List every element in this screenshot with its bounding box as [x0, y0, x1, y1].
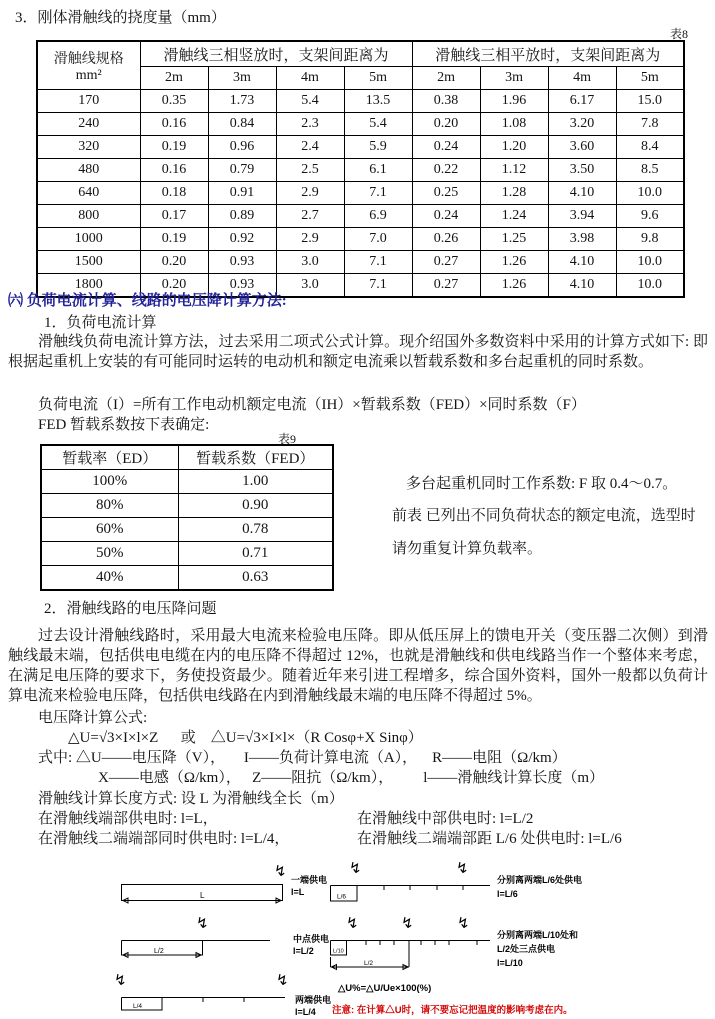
table9-cell: 0.71 [178, 542, 333, 566]
section2-paragraph: 过去设计滑触线路时，采用最大电流来检验电压降。即从低压屏上的馈电开关（变压器二次侧）到滑触线最末端，包括供电电缆在内的电压降不得超过 12%，也就是滑触线和供电线路当作一个整体来考虑，在满足电压降的要求下，务使投资最少。随着近年来引进工程增多，综合国外资料，国外一般都以负荷计算电流来检验电压降，包括供电线路在内到滑触线最末端的电压降不得超过 5%。 [8, 628, 708, 704]
table8-cell: 0.38 [412, 90, 480, 113]
length-intro: 滑触线计算长度方式: 设 L 为滑触线全长（m） [38, 791, 344, 807]
table8-cell: 7.1 [344, 182, 412, 205]
table-row [37, 205, 684, 228]
load-current-formula: 负荷电流（I）=所有工作电动机额定电流（IH）×暂载系数（FED）×同时系数（F） [38, 397, 586, 413]
diagram3-label-line2: l=L/4 [295, 1007, 316, 1017]
diagram5-label-line3: l=L/10 [497, 958, 523, 968]
table8-span-header: 5m [344, 67, 412, 90]
table8-cell: 0.26 [412, 228, 480, 251]
table-row [37, 251, 684, 274]
table9-cell: 100% [41, 470, 178, 494]
dim-label: L/6 [337, 893, 347, 901]
feed-arrow-icon: ↯ [456, 859, 469, 877]
table8-cell: 1.26 [480, 251, 548, 274]
diagram3-label-line1: 两端供电 [295, 995, 332, 1005]
table8-cell: 1.73 [208, 90, 276, 113]
table8-label: 表8 [670, 27, 689, 41]
table8-cell: 9.6 [616, 205, 684, 228]
table8-span-header: 4m [548, 67, 616, 90]
table-row [37, 136, 684, 159]
table8-col0-line2: mm² [75, 67, 102, 83]
table8-cell: 4.10 [548, 274, 616, 298]
table8-cell: 0.91 [208, 182, 276, 205]
table8-cell: 1.26 [480, 274, 548, 298]
table8-cell: 0.16 [140, 159, 208, 182]
table8-cell: 2.3 [276, 113, 344, 136]
table8-cell: 0.89 [208, 205, 276, 228]
feed-arrow-icon: ↯ [276, 971, 289, 989]
section6-paragraph: 滑触线负荷电流计算方法，过去采用二项式公式计算。现介绍国外多数资料中采用的计算方式如下: 即根据起重机上安装的有可能同时运转的电动机和额定电流乘以暂载系数和多台起重机的同时系数。 [8, 334, 708, 370]
table9-cell: 0.90 [178, 494, 333, 518]
table8-cell: 7.8 [616, 113, 684, 136]
case1-left: 在滑触线端部供电时: l=L， [38, 811, 218, 827]
table8-cell: 0.20 [140, 274, 208, 298]
table8-cell: 0.19 [140, 228, 208, 251]
table8-cell: 0.27 [412, 274, 480, 298]
side-note-line1: 多台起重机同时工作系数: F 取 0.4～0.7。 [406, 476, 678, 492]
table9-label: 表9 [278, 432, 297, 446]
table8-cell: 0.19 [140, 136, 208, 159]
page-title: 3．刚体滑触线的挠度量（mm） [15, 10, 226, 26]
table8-cell: 3.0 [276, 251, 344, 274]
table8-cell: 0.35 [140, 90, 208, 113]
table8-cell: 0.16 [140, 113, 208, 136]
table9-header: 暂载率（ED） [41, 445, 178, 470]
table8-cell: 3.98 [548, 228, 616, 251]
table8-cell: 240 [37, 113, 140, 136]
table8-cell: 7.0 [344, 228, 412, 251]
table8-cell: 4.10 [548, 251, 616, 274]
formula-where-line1: 式中: △U——电压降（V）， I——负荷计算电流（A）， R——电阻（Ω/km） [38, 750, 567, 766]
table9-header: 暂载系数（FED） [178, 445, 333, 470]
table8-cell: 6.1 [344, 159, 412, 182]
formula-where-line2: X——电感（Ω/km）， Z——阻抗（Ω/km）， l——滑触线计算长度（m） [98, 770, 605, 786]
table8-cell: 5.4 [344, 113, 412, 136]
table8-cell: 1800 [37, 274, 140, 298]
diagram4-label-line1: 分别离两端L/6处供电 [497, 875, 583, 885]
feed-arrow-icon: ↯ [196, 914, 209, 932]
table8-header-row1 [37, 41, 684, 67]
diagram1-label [291, 874, 327, 898]
table8-cell: 0.93 [208, 251, 276, 274]
table8-span-header: 5m [616, 67, 684, 90]
table8-cell: 3.20 [548, 113, 616, 136]
table8-cell: 1.12 [480, 159, 548, 182]
table8-cell: 4.10 [548, 182, 616, 205]
case1-right: 在滑触线中部供电时: l=L/2 [357, 811, 534, 827]
table8-cell: 0.24 [412, 205, 480, 228]
table-row [37, 228, 684, 251]
table8-cell: 5.4 [276, 90, 344, 113]
diagram-L6-feed [327, 881, 495, 905]
table8-cell: 170 [37, 90, 140, 113]
table-row [41, 518, 333, 542]
table-row [41, 494, 333, 518]
table8-cell: 8.5 [616, 159, 684, 182]
case2-left: 在滑触线二端端部同时供电时: l=L/4， [38, 831, 290, 847]
table8-cell: 3.60 [548, 136, 616, 159]
diagram3-label [295, 994, 331, 1018]
table8-cell: 0.93 [208, 274, 276, 298]
diagram5-label-line2: L/2处三点供电 [497, 944, 556, 954]
table8-cell: 10.0 [616, 251, 684, 274]
table8-span-header: 3m [208, 67, 276, 90]
table8-cell: 480 [37, 159, 140, 182]
diagram-center-feed [118, 936, 278, 958]
duty-factor-table [40, 444, 334, 591]
voltage-formula: △U=√3×I×l×Z 或 △U=√3×I×l×（R Cosφ+X Sinφ） [68, 730, 423, 746]
table9-cell: 50% [41, 542, 178, 566]
dim-label: L/4 [133, 1003, 143, 1010]
section2-heading: 2．滑触线路的电压降问题 [44, 601, 217, 617]
dim-label: L [200, 891, 205, 900]
table8-cell: 0.17 [140, 205, 208, 228]
table8-cell: 0.84 [208, 113, 276, 136]
table8-span-header: 3m [480, 67, 548, 90]
diagram-three-point-feed [327, 936, 495, 974]
table8-cell: 0.96 [208, 136, 276, 159]
diagram2-label [293, 933, 329, 957]
table8-cell: 7.1 [344, 274, 412, 298]
table-row [37, 182, 684, 205]
table8-cell: 1500 [37, 251, 140, 274]
table8-col0-header [37, 41, 140, 90]
table8-cell: 1.08 [480, 113, 548, 136]
table9-cell: 40% [41, 566, 178, 591]
table8-cell: 1.25 [480, 228, 548, 251]
table8-cell: 3.0 [276, 274, 344, 298]
table8-cell: 3.50 [548, 159, 616, 182]
table8-cell: 0.24 [412, 136, 480, 159]
table8-cell: 0.18 [140, 182, 208, 205]
table8-cell: 5.9 [344, 136, 412, 159]
diagram1-label-line1: 一端供电 [291, 875, 328, 885]
voltage-formula-intro: 电压降计算公式: [38, 710, 148, 726]
section6-sub1: 1．负荷电流计算 [44, 315, 157, 331]
table8-cell: 1.24 [480, 205, 548, 228]
table8-cell: 320 [37, 136, 140, 159]
feed-arrow-icon: ↯ [457, 914, 470, 932]
fed-note: FED 暂载系数按下表确定: [38, 417, 210, 433]
table8-group1-header: 滑触线三相竖放时，支架间距离为 [140, 41, 412, 67]
diagram2-label-line1: 中点供电 [293, 934, 330, 944]
table8-cell: 6.17 [548, 90, 616, 113]
table8-cell: 1.28 [480, 182, 548, 205]
table-row [37, 90, 684, 113]
table8-col0-line1: 滑触线规格 [53, 51, 124, 67]
case2-right: 在滑触线二端端部距 L/6 处供电时: l=L/6 [357, 831, 622, 847]
table8-cell: 640 [37, 182, 140, 205]
feed-arrow-icon: ↯ [401, 914, 414, 932]
diagram5-label [497, 928, 578, 970]
table8-cell: 15.0 [616, 90, 684, 113]
diagram2-label-line2: l=L/2 [293, 946, 314, 956]
table9-cell: 80% [41, 494, 178, 518]
table9-cell: 0.63 [178, 566, 333, 591]
table8-cell: 2.5 [276, 159, 344, 182]
table-row [37, 159, 684, 182]
diagram5-label-line1: 分别离两端L/10处和 [497, 930, 579, 940]
table8-cell: 10.0 [616, 182, 684, 205]
table8-cell: 6.9 [344, 205, 412, 228]
table9-cell: 0.78 [178, 518, 333, 542]
table8-cell: 1.96 [480, 90, 548, 113]
feed-arrow-icon: ↯ [346, 914, 359, 932]
diagram4-label [497, 873, 582, 901]
feed-arrow-icon: ↯ [349, 859, 362, 877]
table-row [41, 470, 333, 494]
table8-cell: 1000 [37, 228, 140, 251]
diagram-both-ends-feed [118, 993, 290, 1013]
table8-cell: 0.92 [208, 228, 276, 251]
table8-group2-header: 滑触线三相平放时，支架间距离为 [412, 41, 684, 67]
table8-cell: 8.4 [616, 136, 684, 159]
voltage-drop-percent-formula: △U%=△U/Ue×100(%) [338, 983, 432, 994]
section6-heading: ㈥ 负荷电流计算、线路的电压降计算方法: [8, 293, 287, 309]
dim-label: L/2 [364, 960, 374, 967]
diagram-end-feed [118, 880, 288, 904]
table8-cell: 9.8 [616, 228, 684, 251]
table8-span-header: 4m [276, 67, 344, 90]
table8-span-header: 2m [140, 67, 208, 90]
table8-cell: 7.1 [344, 251, 412, 274]
table8-cell: 2.7 [276, 205, 344, 228]
table8-cell: 2.4 [276, 136, 344, 159]
side-note-line3: 请勿重复计算负载率。 [392, 541, 543, 557]
side-note-line2: 前表 已列出不同负荷状态的额定电流，选型时 [392, 508, 696, 524]
table8-cell: 0.25 [412, 182, 480, 205]
feed-arrow-icon: ↯ [274, 862, 287, 880]
table8-cell: 0.79 [208, 159, 276, 182]
table8-cell: 0.22 [412, 159, 480, 182]
feed-arrow-icon: ↯ [114, 971, 127, 989]
table8-span-header: 2m [412, 67, 480, 90]
table8-cell: 3.94 [548, 205, 616, 228]
diagram1-label-line2: l=L [291, 887, 305, 897]
table8-cell: 13.5 [344, 90, 412, 113]
dim-label: L/10 [333, 948, 344, 955]
table8-cell: 0.27 [412, 251, 480, 274]
table8-cell: 2.9 [276, 182, 344, 205]
table8-cell: 800 [37, 205, 140, 228]
table-row [41, 542, 333, 566]
diagram4-label-line2: l=L/6 [497, 889, 518, 899]
table9-header-row [41, 445, 333, 470]
dim-label: L/2 [154, 948, 164, 955]
deflection-table [36, 40, 685, 298]
table9-cell: 1.00 [178, 470, 333, 494]
table8-cell: 0.20 [412, 113, 480, 136]
table8-cell: 10.0 [616, 274, 684, 298]
temperature-warning-note: 注意: 在计算△U时，请不要忘记把温度的影响考虑在内。 [332, 1005, 573, 1016]
table8-cell: 2.9 [276, 228, 344, 251]
table8-cell: 1.20 [480, 136, 548, 159]
table-row [37, 113, 684, 136]
table-row [41, 566, 333, 591]
table9-cell: 60% [41, 518, 178, 542]
table8-cell: 0.20 [140, 251, 208, 274]
